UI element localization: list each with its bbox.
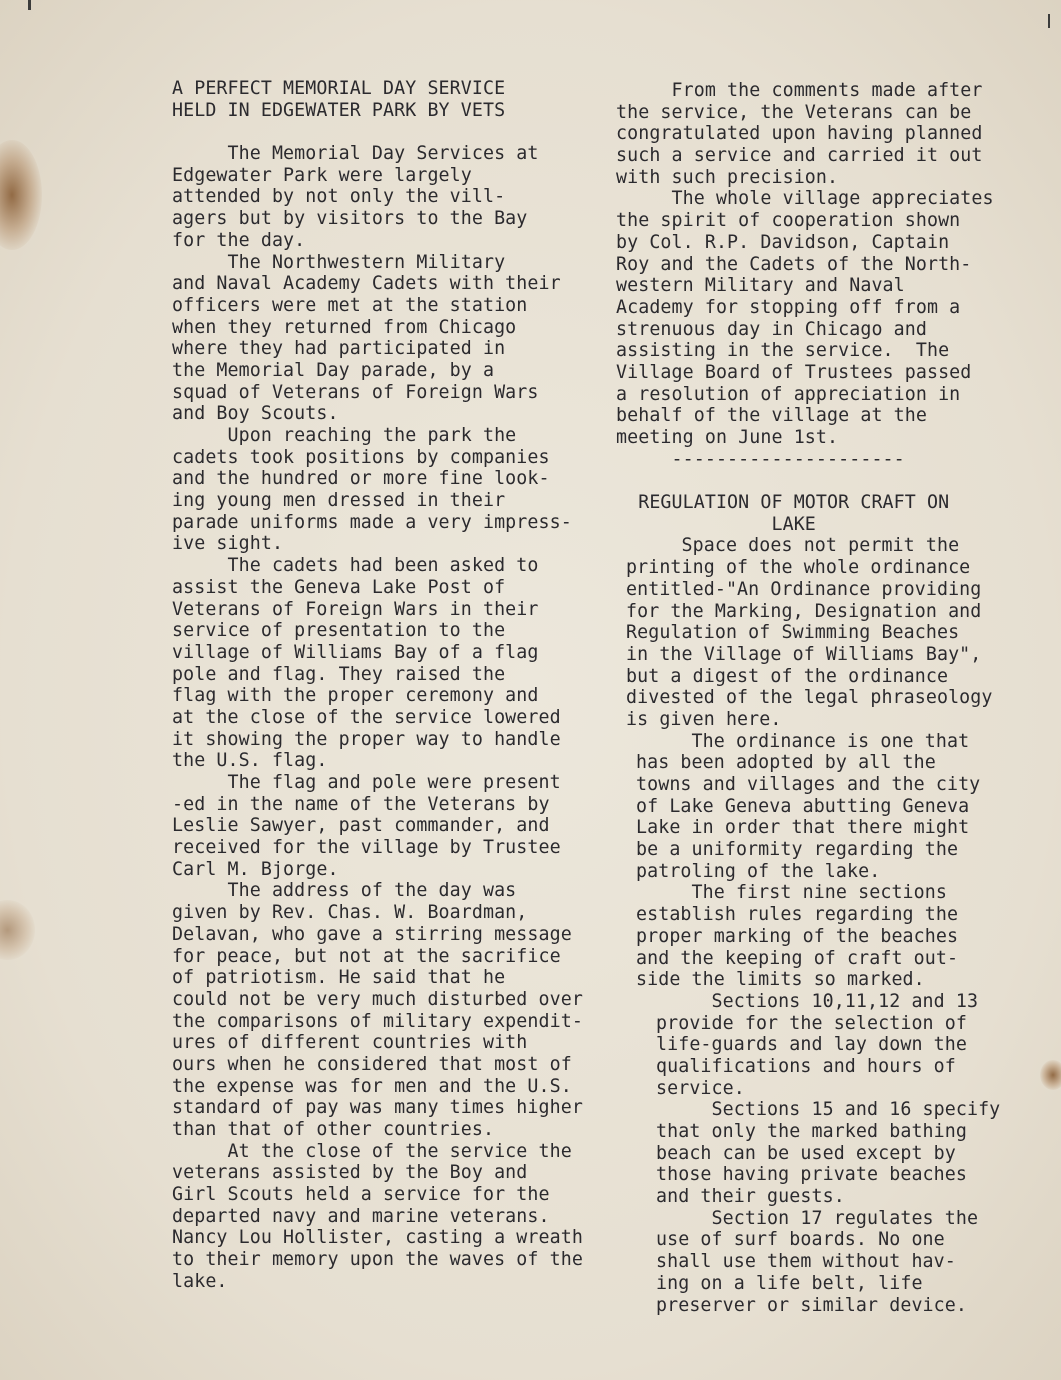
right-column-line: but a digest of the ordinance <box>626 665 949 687</box>
left-column-line: given by Rev. Chas. W. Boardman, <box>172 902 528 924</box>
top-mark <box>28 0 31 10</box>
right-column-line: use of surf boards. No one <box>656 1229 945 1251</box>
right-column-line: and their guests. <box>656 1186 845 1208</box>
right-column <box>616 80 1000 1316</box>
right-column-line: life-guards and lay down the <box>656 1034 967 1056</box>
left-column-line: the Memorial Day parade, by a <box>172 359 495 381</box>
left-column-line: Edgewater Park were largely <box>172 164 472 186</box>
top-right-mark <box>1048 14 1050 28</box>
left-column-line: ing young men dressed in their <box>172 490 506 512</box>
right-column-line: divested of the legal phraseology <box>626 687 993 709</box>
left-column-line: the comparisons of military expendit- <box>172 1010 583 1032</box>
left-column <box>172 78 583 1293</box>
right-column-line: western Military and Naval <box>616 275 905 297</box>
left-column-line: ures of different countries with <box>172 1032 528 1054</box>
right-column-line: The first nine sections <box>636 882 947 904</box>
right-column-line: Academy for stopping off from a <box>616 296 961 318</box>
right-column-line: establish rules regarding the <box>636 904 959 926</box>
left-column-line: HELD IN EDGEWATER PARK BY VETS <box>172 99 506 121</box>
left-column-line: at the close of the service lowered <box>172 706 561 728</box>
right-column-line: beach can be used except by <box>656 1142 956 1164</box>
left-column-line: -ed in the name of the Veterans by <box>172 793 550 815</box>
right-column-line: provide for the selection of <box>656 1012 967 1034</box>
left-column-line: attended by not only the vill- <box>172 186 506 208</box>
right-column-line: shall use them without hav- <box>656 1251 956 1273</box>
left-column-line: Leslie Sawyer, past commander, and <box>172 815 550 837</box>
left-column-line: service of presentation to the <box>172 620 506 642</box>
right-column-line: in the Village of Williams Bay", <box>626 643 982 665</box>
right-column-line <box>616 470 1000 492</box>
left-column-line: The Northwestern Military <box>172 251 506 273</box>
left-column-line: squad of Veterans of Foreign Wars <box>172 381 539 403</box>
left-column-line: At the close of the service the <box>172 1140 572 1162</box>
left-column-line: it showing the proper way to handle <box>172 728 561 750</box>
left-column-line: The Memorial Day Services at <box>172 143 539 165</box>
left-column-line: received for the village by Trustee <box>172 837 561 859</box>
left-column-line: lake. <box>172 1270 228 1292</box>
left-column-line: ive sight. <box>172 533 284 555</box>
left-column-line: Nancy Lou Hollister, casting a wreath <box>172 1227 583 1249</box>
left-column-line: of patriotism. He said that he <box>172 967 506 989</box>
left-column-line: A PERFECT MEMORIAL DAY SERVICE <box>172 78 506 99</box>
right-column-line: Section 17 regulates the <box>656 1207 979 1229</box>
right-column-line: LAKE <box>616 513 816 535</box>
left-column-line: cadets took positions by companies <box>172 446 550 468</box>
left-column-line: Delavan, who gave a stirring message <box>172 923 572 945</box>
left-column-line: flag with the proper ceremony and <box>172 685 539 707</box>
right-column-line: congratulated upon having planned <box>616 123 983 145</box>
left-column-line: veterans assisted by the Boy and <box>172 1162 528 1184</box>
left-column-line: to their memory upon the waves of the <box>172 1249 583 1271</box>
right-column-line: side the limits so marked. <box>636 969 925 991</box>
stain-left <box>0 140 42 250</box>
right-column-line: From the comments made after <box>616 80 983 101</box>
right-column-line: be a uniformity regarding the <box>636 839 959 861</box>
right-column-line: by Col. R.P. Davidson, Captain <box>616 231 950 253</box>
right-column-line: Space does not permit the <box>626 535 960 557</box>
right-column-line: strenuous day in Chicago and <box>616 318 927 340</box>
right-column-line: Lake in order that there might <box>636 817 970 839</box>
right-column-line: Village Board of Trustees passed <box>616 361 972 383</box>
right-column-line: preserver or similar device. <box>656 1294 967 1316</box>
left-column-line: and Boy Scouts. <box>172 403 339 425</box>
left-column-line: and Naval Academy Cadets with their <box>172 273 561 295</box>
left-column-line: Upon reaching the park the <box>172 425 517 446</box>
left-column-line: and the hundred or more fine look- <box>172 468 550 490</box>
right-column-line: The ordinance is one that <box>636 730 970 752</box>
left-column-line: the expense was for men and the U.S. <box>172 1075 572 1097</box>
left-column-line: assist the Geneva Lake Post of <box>172 576 506 598</box>
right-column-line: of Lake Geneva abutting Geneva <box>636 795 970 817</box>
left-column-line: departed navy and marine veterans. <box>172 1205 550 1227</box>
right-column-line: meeting on June 1st. <box>616 427 839 448</box>
right-column-line: Regulation of Swimming Beaches <box>626 622 960 644</box>
stain-right <box>1040 1060 1061 1090</box>
left-column-line: Girl Scouts held a service for the <box>172 1184 550 1206</box>
right-column-line: entitled-"An Ordinance providing <box>626 578 982 600</box>
right-column-line: --------------------- <box>616 448 905 470</box>
left-column-line: agers but by visitors to the Bay <box>172 208 528 230</box>
right-column-line: the spirit of cooperation shown <box>616 210 961 232</box>
right-column-line: for the Marking, Designation and <box>626 600 982 622</box>
right-column-line: the service, the Veterans can be <box>616 101 972 123</box>
right-column-line: those having private beaches <box>656 1164 967 1186</box>
right-column-line: a resolution of appreciation in <box>616 383 961 405</box>
left-column-line: the U.S. flag. <box>172 750 328 772</box>
right-column-line: is given here. <box>626 708 782 730</box>
left-column-line: officers were met at the station <box>172 294 528 316</box>
left-column-line: The flag and pole were present <box>172 772 561 793</box>
right-column-line: printing of the whole ordinance <box>626 557 971 579</box>
right-column-line: The whole village appreciates <box>616 188 994 210</box>
right-column-line: Roy and the Cadets of the North- <box>616 253 972 275</box>
right-column-line: ing on a life belt, life <box>656 1272 923 1294</box>
right-column-line: behalf of the village at the <box>616 405 927 427</box>
right-column-line: and the keeping of craft out- <box>636 947 959 969</box>
right-column-line: service. <box>656 1077 745 1099</box>
left-column-line: for the day. <box>172 229 306 251</box>
left-column-line: than that of other countries. <box>172 1119 495 1140</box>
left-column-line: where they had participated in <box>172 338 506 360</box>
left-column-line: for peace, but not at the sacrifice <box>172 945 561 967</box>
left-column-line: ours when he considered that most of <box>172 1053 572 1075</box>
left-column-line: parade uniforms made a very impress- <box>172 511 572 533</box>
stain-left-lower <box>0 900 35 960</box>
left-column-line: when they returned from Chicago <box>172 316 517 338</box>
left-column-line: could not be very much disturbed over <box>172 988 583 1010</box>
right-column-line: assisting in the service. The <box>616 340 950 362</box>
left-column-line: Veterans of Foreign Wars in their <box>172 598 539 620</box>
left-column-line: The cadets had been asked to <box>172 555 539 577</box>
left-column-line: Carl M. Bjorge. <box>172 858 339 880</box>
right-column-line: patroling of the lake. <box>636 860 881 882</box>
right-column-line: REGULATION OF MOTOR CRAFT ON <box>616 492 950 514</box>
right-column-line: towns and villages and the city <box>636 774 981 795</box>
right-column-line: with such precision. <box>616 166 839 188</box>
left-column-line: village of Williams Bay of a flag <box>172 641 539 663</box>
right-column-line: proper marking of the beaches <box>636 925 959 947</box>
left-column-line <box>172 121 583 143</box>
right-column-line: Sections 10,11,12 and 13 <box>656 990 979 1012</box>
right-column-line: that only the marked bathing <box>656 1121 967 1142</box>
left-column-line: standard of pay was many times higher <box>172 1097 583 1119</box>
right-column-line: Sections 15 and 16 specify <box>656 1099 1001 1121</box>
right-column-line: such a service and carried it out <box>616 145 983 167</box>
left-column-line: pole and flag. They raised the <box>172 663 506 685</box>
left-column-line: The address of the day was <box>172 880 517 902</box>
right-column-line: qualifications and hours of <box>656 1055 956 1077</box>
right-column-line: has been adopted by all the <box>636 752 936 774</box>
